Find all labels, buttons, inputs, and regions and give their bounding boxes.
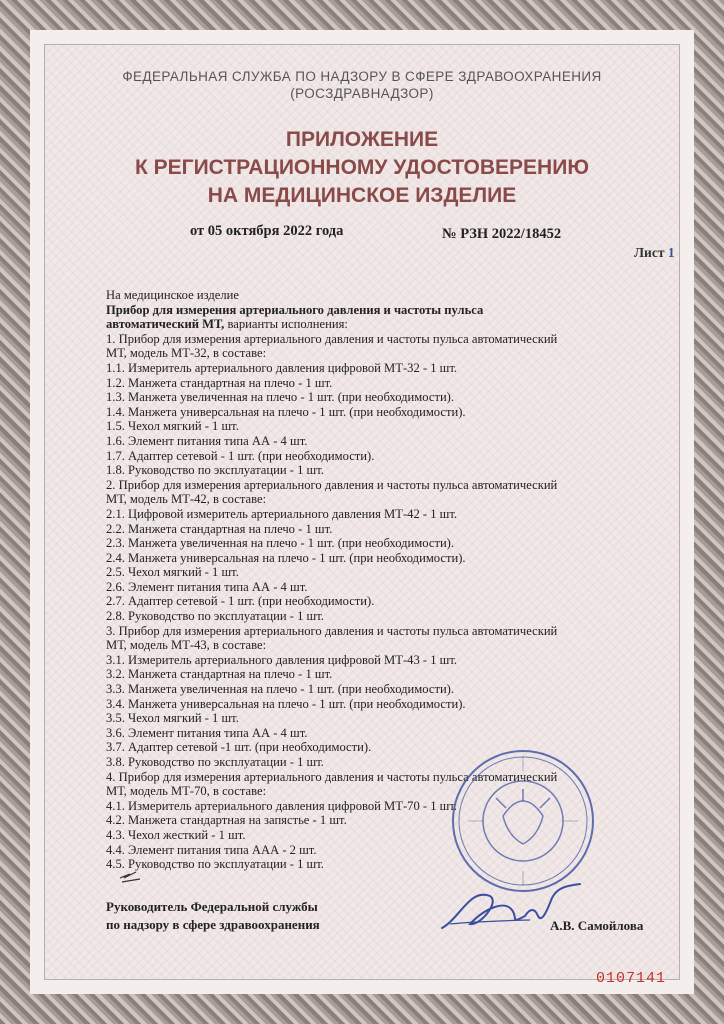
composition-line: 2.4. Манжета универсальная на плечо - 1 шт. (при необходимости). xyxy=(106,550,466,565)
title-line-3: НА МЕДИЦИНСКОЕ ИЗДЕЛИЕ xyxy=(207,184,517,207)
official-seal-icon xyxy=(448,746,598,896)
composition-line: 1.8. Руководство по эксплуатации - 1 шт. xyxy=(106,463,324,478)
composition-line: 2.3. Манжета увеличенная на плечо - 1 шт. (при необходимости). xyxy=(106,536,455,551)
composition-line: 2.8. Руководство по эксплуатации - 1 шт. xyxy=(106,609,324,624)
composition-line: 1.3. Манжета увеличенная на плечо - 1 шт. (при необходимости). xyxy=(106,390,455,405)
form-serial-number: 0107141 xyxy=(596,970,667,987)
composition-line: 2.5. Чехол мягкий - 1 шт. xyxy=(106,565,239,580)
composition-line: МТ, модель МТ-43, в составе: xyxy=(106,638,267,653)
composition-line: МТ, модель МТ-70, в составе: xyxy=(106,784,267,799)
composition-line: 3.1. Измеритель артериального давления цифровой МТ-43 - 1 шт. xyxy=(106,652,458,667)
composition-line: 2. Прибор для измерения артериального давления и частоты пульса автоматический xyxy=(106,477,558,492)
document-title xyxy=(30,126,694,210)
handwritten-mark-icon xyxy=(118,866,148,884)
composition-line: 2.6. Элемент питания типа АА - 4 шт. xyxy=(106,579,308,594)
composition-line: 4.5. Руководство по эксплуатации - 1 шт. xyxy=(106,857,324,872)
title-line-2: К РЕГИСТРАЦИОННОМУ УДОСТОВЕРЕНИЮ xyxy=(135,156,589,179)
agency-name: ФЕДЕРАЛЬНАЯ СЛУЖБА ПО НАДЗОРУ В СФЕРЕ ЗДРАВООХРАНЕНИЯ xyxy=(122,69,602,84)
registration-number: № РЗН 2022/18452 xyxy=(442,226,562,242)
composition-line: 1.4. Манжета универсальная на плечо - 1 шт. (при необходимости). xyxy=(106,404,466,419)
composition-line: 4.1. Измеритель артериального давления цифровой МТ-70 - 1 шт. xyxy=(106,798,458,813)
signer-name: А.В. Самойлова xyxy=(550,918,644,933)
intro-line: На медицинское изделие xyxy=(106,288,239,302)
signer-title-line-1: Руководитель Федеральной службы xyxy=(106,899,318,914)
composition-line: 4.2. Манжета стандартная на запястье - 1 шт. xyxy=(106,813,347,828)
composition-line: 1.5. Чехол мягкий - 1 шт. xyxy=(106,419,239,434)
signer-title-line-2: по надзору в сфере здравоохранения xyxy=(106,917,320,932)
sheet-number-value: 1 xyxy=(667,245,675,260)
composition-line: МТ, модель МТ-42, в составе: xyxy=(106,492,267,507)
composition-line: 1. Прибор для измерения артериального давления и частоты пульса автоматический xyxy=(106,331,558,346)
composition-line: 1.7. Адаптер сетевой - 1 шт. (при необходимости). xyxy=(106,448,375,463)
composition-line: 1.6. Элемент питания типа АА - 4 шт. xyxy=(106,433,308,448)
composition-line: 3.7. Адаптер сетевой -1 шт. (при необходимости). xyxy=(106,740,372,755)
composition-line: 3.6. Элемент питания типа АА - 4 шт. xyxy=(106,725,308,740)
composition-line: 4.4. Элемент питания типа ААА - 2 шт. xyxy=(106,842,317,857)
composition-line: 1.2. Манжета стандартная на плечо - 1 шт. xyxy=(106,375,333,390)
composition-line: 3.2. Манжета стандартная на плечо - 1 шт. xyxy=(106,667,333,682)
agency-header xyxy=(30,68,694,102)
sheet-number xyxy=(634,245,675,261)
composition-line: 4. Прибор для измерения артериального давления и частоты пульса автоматический xyxy=(106,769,558,784)
issue-date: от 05 октября 2022 года xyxy=(190,223,344,239)
sheet-label: Лист xyxy=(634,245,665,260)
device-name-line-2 xyxy=(106,317,666,332)
composition-line: МТ, модель МТ-32, в составе: xyxy=(106,346,267,361)
composition-line: 2.2. Манжета стандартная на плечо - 1 шт. xyxy=(106,521,333,536)
agency-abbreviation: (РОСЗДРАВНАДЗОР) xyxy=(290,86,434,101)
composition-line: 2.7. Адаптер сетевой - 1 шт. (при необходимости). xyxy=(106,594,375,609)
signer-title xyxy=(106,898,320,934)
device-name-line-1: Прибор для измерения артериального давления и частоты пульса xyxy=(106,302,484,317)
composition-line: 4.3. Чехол жесткий - 1 шт. xyxy=(106,827,246,842)
device-name-bold: автоматический МТ, xyxy=(106,317,225,332)
composition-line: 1.1. Измеритель артериального давления цифровой МТ-32 - 1 шт. xyxy=(106,360,458,375)
composition-line: 3.5. Чехол мягкий - 1 шт. xyxy=(106,711,239,726)
device-name-rest: варианты исполнения: xyxy=(224,317,348,332)
composition-line: 3.3. Манжета увеличенная на плечо - 1 шт. (при необходимости). xyxy=(106,682,455,697)
composition-line: 2.1. Цифровой измеритель артериального давления МТ-42 - 1 шт. xyxy=(106,506,458,521)
composition-line: 3.8. Руководство по эксплуатации - 1 шт. xyxy=(106,755,324,769)
composition-line: 3.4. Манжета универсальная на плечо - 1 шт. (при необходимости). xyxy=(106,696,466,711)
composition-line: 3. Прибор для измерения артериального давления и частоты пульса автоматический xyxy=(106,623,558,638)
title-line-1: ПРИЛОЖЕНИЕ xyxy=(285,128,439,151)
